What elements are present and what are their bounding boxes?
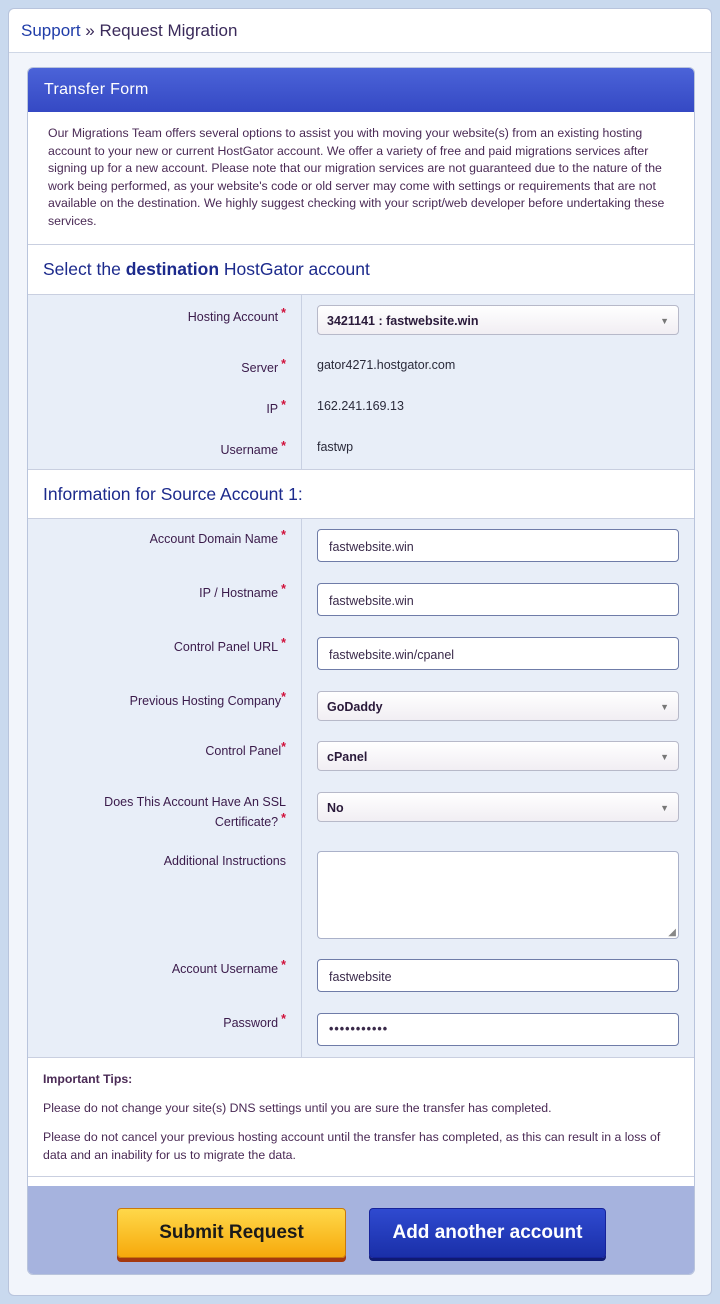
- important-tips: [28, 1057, 694, 1177]
- account-username-input[interactable]: fastwebsite: [317, 959, 679, 992]
- action-bar: [28, 1186, 694, 1275]
- domain-input[interactable]: fastwebsite.win: [317, 529, 679, 562]
- breadcrumb-separator: »: [80, 21, 100, 40]
- prev-host-label: Previous Hosting Company*: [129, 690, 286, 708]
- ssl-label: Does This Account Have An SSL Certificate? *: [104, 795, 286, 829]
- domain-label: Account Domain Name *: [149, 528, 286, 546]
- ssl-select[interactable]: No ▼: [317, 792, 679, 822]
- server-value: gator4271.hostgator.com: [317, 358, 456, 372]
- cpanel-url-label: Control Panel URL *: [173, 636, 286, 654]
- instructions-textarea[interactable]: [317, 851, 679, 939]
- hosting-account-select[interactable]: 3421141 : fastwebsite.win ▼: [317, 305, 679, 335]
- source-section-title: Information for Source Account 1:: [28, 469, 694, 519]
- password-input[interactable]: •••••••••••: [317, 1013, 679, 1046]
- tip-cancel: Please do not cancel your previous hosting account until the transfer has completed, as this can result in a loss of data and an inability for us to migrate the data.: [43, 1130, 661, 1162]
- control-panel-label: Control Panel*: [205, 740, 286, 758]
- server-label: Server *: [241, 357, 286, 375]
- intro-text: Our Migrations Team offers several options to assist you with moving your website(s) from an existing hosting account to your new or current HostGator account. We offer a variety of free and paid migrations services after signing up for a new account. Please note that our migration services are not guaranteed due to the nature of the work being performed, as your website's code or old server may come with settings or requirements that are not available on the destination. We highly suggest checking with your script/web developer before undertaking these services.: [28, 112, 694, 245]
- hostname-label: IP / Hostname *: [199, 582, 286, 600]
- chevron-down-icon: ▼: [660, 803, 669, 813]
- chevron-down-icon: ▼: [660, 752, 669, 762]
- tip-dns: Please do not change your site(s) DNS settings until you are sure the transfer has completed.: [43, 1101, 552, 1115]
- username-value: fastwp: [317, 440, 354, 454]
- breadcrumb-support-link[interactable]: Support: [21, 21, 81, 40]
- add-another-account-button[interactable]: Add another account: [369, 1208, 606, 1258]
- cpanel-url-input[interactable]: fastwebsite.win/cpanel: [317, 637, 679, 670]
- hosting-account-label: Hosting Account *: [187, 306, 286, 324]
- instructions-label: Additional Instructions: [163, 854, 286, 868]
- column-divider: [301, 519, 302, 1057]
- destination-title-bold: destination: [125, 259, 220, 279]
- destination-title-post: HostGator account: [219, 259, 370, 279]
- resize-grip-icon[interactable]: ◢: [668, 927, 676, 938]
- transfer-form-panel: [27, 67, 695, 1275]
- panel-title: Transfer Form: [28, 68, 694, 112]
- prev-host-select[interactable]: GoDaddy ▼: [317, 691, 679, 721]
- ip-label: IP *: [266, 398, 286, 416]
- tips-heading: Important Tips:: [43, 1072, 133, 1086]
- page-container: [8, 8, 712, 1296]
- destination-grid: [28, 295, 694, 469]
- username-label: Username *: [220, 439, 286, 457]
- account-username-label: Account Username *: [171, 958, 286, 976]
- hostname-input[interactable]: fastwebsite.win: [317, 583, 679, 616]
- destination-title-pre: Select the: [43, 259, 126, 279]
- ip-value: 162.241.169.13: [317, 399, 404, 413]
- submit-request-button[interactable]: Submit Request: [117, 1208, 346, 1258]
- breadcrumb-current: Request Migration: [99, 21, 238, 40]
- password-label: Password *: [223, 1012, 286, 1030]
- destination-section-title: [28, 245, 694, 295]
- control-panel-select[interactable]: cPanel ▼: [317, 741, 679, 771]
- column-divider: [301, 295, 302, 469]
- breadcrumb: [9, 9, 711, 53]
- chevron-down-icon: ▼: [660, 702, 669, 712]
- source-grid: [28, 519, 694, 1057]
- chevron-down-icon: ▼: [660, 316, 669, 326]
